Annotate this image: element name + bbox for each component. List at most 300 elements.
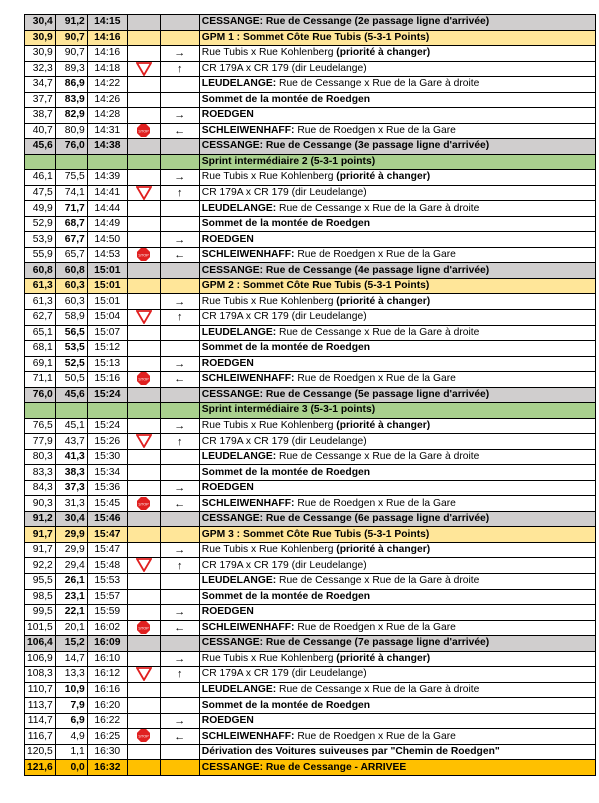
route-table	[24, 14, 596, 776]
location-cell	[199, 667, 595, 683]
remaining-km-cell: 15,2	[55, 636, 87, 652]
yield-sign-icon	[136, 558, 152, 572]
direction-arrow-cell	[160, 325, 199, 341]
location-text: Rue de Roedgen x Rue de la Gare	[294, 124, 456, 136]
km-cell: 61,3	[25, 278, 56, 294]
time-cell: 14:50	[87, 232, 127, 248]
direction-arrow-cell: →	[160, 46, 199, 62]
location-bold-text: LEUDELANGE:	[201, 202, 277, 214]
location-cell	[199, 496, 595, 512]
sign-cell	[127, 589, 160, 605]
direction-arrow-cell: ↑	[160, 434, 199, 450]
location-bold-text: Sprint intermédiaire 3 (5-3-1 points)	[201, 404, 376, 416]
time-cell: 16:22	[87, 713, 127, 729]
location-bold-text: LEUDELANGE:	[201, 684, 277, 696]
table-row	[25, 620, 596, 636]
time-cell: 15:07	[87, 325, 127, 341]
direction-arrow-cell: ←	[160, 372, 199, 388]
remaining-km-cell: 71,7	[55, 201, 87, 217]
time-cell: 16:10	[87, 651, 127, 667]
time-cell: 15:12	[87, 341, 127, 357]
table-row	[25, 201, 596, 217]
km-cell: 37,7	[25, 92, 56, 108]
time-cell: 15:53	[87, 574, 127, 590]
priority-note: (priorité à changer)	[336, 171, 431, 183]
time-cell: 16:16	[87, 682, 127, 698]
remaining-km-cell: 50,5	[55, 372, 87, 388]
table-row	[25, 713, 596, 729]
time-cell: 15:04	[87, 309, 127, 325]
remaining-km-cell: 29,9	[55, 542, 87, 558]
direction-arrow-cell: ←	[160, 729, 199, 745]
location-cell	[199, 372, 595, 388]
km-cell: 47,5	[25, 185, 56, 201]
location-bold-text: LEUDELANGE:	[201, 575, 277, 587]
location-bold-text: LEUDELANGE:	[201, 326, 277, 338]
direction-arrow-cell	[160, 278, 199, 294]
table-row	[25, 216, 596, 232]
remaining-km-cell: 90,7	[55, 30, 87, 46]
table-row	[25, 729, 596, 745]
yield-sign-icon	[136, 667, 152, 681]
sign-cell	[127, 108, 160, 124]
stop-sign-icon	[137, 621, 150, 634]
direction-arrow-cell: →	[160, 170, 199, 186]
remaining-km-cell: 10,9	[55, 682, 87, 698]
location-text: Rue de Cessange (6e passage ligne d'arrivée)	[263, 513, 490, 525]
time-cell: 15:24	[87, 387, 127, 403]
sign-cell	[127, 682, 160, 698]
time-cell: 15:26	[87, 434, 127, 450]
table-row	[25, 698, 596, 714]
sign-cell	[127, 30, 160, 46]
km-cell: 110,7	[25, 682, 56, 698]
location-cell	[199, 558, 595, 574]
remaining-km-cell: 75,5	[55, 170, 87, 186]
sign-cell	[127, 527, 160, 543]
priority-note: (priorité à changer)	[336, 47, 431, 59]
table-row	[25, 372, 596, 388]
sign-cell	[127, 434, 160, 450]
remaining-km-cell: 67,7	[55, 232, 87, 248]
remaining-km-cell: 65,7	[55, 247, 87, 263]
km-cell: 60,8	[25, 263, 56, 279]
time-cell: 16:09	[87, 636, 127, 652]
time-cell: 14:16	[87, 30, 127, 46]
remaining-km-cell: 31,3	[55, 496, 87, 512]
sign-cell	[127, 278, 160, 294]
sign-cell	[127, 139, 160, 155]
location-cell	[199, 356, 595, 372]
km-cell: 84,3	[25, 480, 56, 496]
direction-arrow-cell	[160, 15, 199, 31]
location-bold-text: Sommet de la montée de Roedgen	[201, 699, 370, 711]
location-cell	[199, 620, 595, 636]
location-cell	[199, 589, 595, 605]
location-bold-text: GPM 2 : Sommet Côte Rue Tubis (5-3-1 Points)	[201, 280, 430, 292]
remaining-km-cell: 86,9	[55, 77, 87, 93]
direction-arrow-cell: →	[160, 651, 199, 667]
location-bold-text: Dérivation des Voitures suiveuses par "Chemin de Roedgen"	[201, 746, 500, 758]
time-cell: 16:25	[87, 729, 127, 745]
sign-cell	[127, 511, 160, 527]
location-cell	[199, 760, 595, 776]
table-row	[25, 108, 596, 124]
table-row	[25, 480, 596, 496]
sign-cell	[127, 46, 160, 62]
location-text: Rue de Roedgen x Rue de la Gare	[294, 730, 456, 742]
direction-arrow-cell	[160, 698, 199, 714]
remaining-km-cell: 13,3	[55, 667, 87, 683]
direction-arrow-cell: →	[160, 713, 199, 729]
time-cell: 15:48	[87, 558, 127, 574]
remaining-km-cell: 37,3	[55, 480, 87, 496]
location-bold-text: SCHLEIWENHAFF:	[201, 497, 295, 509]
location-bold-text: SCHLEIWENHAFF:	[201, 373, 295, 385]
sign-cell	[127, 729, 160, 745]
time-cell: 15:01	[87, 278, 127, 294]
location-cell	[199, 278, 595, 294]
table-row	[25, 309, 596, 325]
stop-sign-icon	[137, 124, 150, 137]
location-bold-text: LEUDELANGE:	[201, 78, 277, 90]
sign-cell	[127, 620, 160, 636]
sign-cell	[127, 356, 160, 372]
table-row	[25, 574, 596, 590]
remaining-km-cell: 29,9	[55, 527, 87, 543]
svg-text:STOP: STOP	[138, 500, 149, 506]
sign-cell	[127, 294, 160, 310]
km-cell: 80,3	[25, 449, 56, 465]
location-cell	[199, 325, 595, 341]
location-bold-text: SCHLEIWENHAFF:	[201, 730, 295, 742]
table-row	[25, 139, 596, 155]
table-row	[25, 15, 596, 31]
location-text: Rue Tubis x Rue Kohlenberg	[201, 419, 337, 431]
km-cell: 76,5	[25, 418, 56, 434]
remaining-km-cell: 60,3	[55, 294, 87, 310]
table-row	[25, 341, 596, 357]
svg-text:STOP: STOP	[138, 376, 149, 382]
remaining-km-cell: 1,1	[55, 744, 87, 760]
direction-arrow-cell	[160, 30, 199, 46]
table-row	[25, 744, 596, 760]
km-cell: 106,4	[25, 636, 56, 652]
location-bold-text: CESSANGE:	[201, 388, 263, 400]
time-cell: 15:45	[87, 496, 127, 512]
km-cell: 99,5	[25, 605, 56, 621]
table-row	[25, 418, 596, 434]
direction-arrow-cell	[160, 341, 199, 357]
location-cell	[199, 15, 595, 31]
table-row	[25, 247, 596, 263]
location-cell	[199, 542, 595, 558]
location-text: CR 179A x CR 179 (dir Leudelange)	[201, 62, 367, 74]
direction-arrow-cell	[160, 403, 199, 419]
sign-cell	[127, 744, 160, 760]
sign-cell	[127, 372, 160, 388]
time-cell: 14:53	[87, 247, 127, 263]
svg-text:STOP: STOP	[138, 733, 149, 739]
time-cell: 15:34	[87, 465, 127, 481]
yield-sign-icon	[136, 62, 152, 76]
location-text: Rue Tubis x Rue Kohlenberg	[201, 652, 337, 664]
location-cell	[199, 309, 595, 325]
direction-arrow-cell	[160, 682, 199, 698]
location-bold-text: Sommet de la montée de Roedgen	[201, 218, 370, 230]
location-cell	[199, 387, 595, 403]
location-text: Rue de Roedgen x Rue de la Gare	[294, 373, 456, 385]
location-cell	[199, 511, 595, 527]
remaining-km-cell: 52,5	[55, 356, 87, 372]
direction-arrow-cell	[160, 760, 199, 776]
remaining-km-cell: 0,0	[55, 760, 87, 776]
direction-arrow-cell: ←	[160, 123, 199, 139]
table-row	[25, 542, 596, 558]
location-cell	[199, 651, 595, 667]
sign-cell	[127, 61, 160, 77]
location-cell	[199, 92, 595, 108]
location-text: Rue de Cessange x Rue de la Gare à droite	[276, 326, 480, 338]
km-cell: 114,7	[25, 713, 56, 729]
location-cell	[199, 418, 595, 434]
sign-cell	[127, 558, 160, 574]
location-bold-text: CESSANGE:	[201, 637, 263, 649]
location-cell	[199, 682, 595, 698]
location-bold-text: GPM 1 : Sommet Côte Rue Tubis (5-3-1 Points)	[201, 31, 430, 43]
sign-cell	[127, 15, 160, 31]
location-cell	[199, 201, 595, 217]
time-cell: 14:18	[87, 61, 127, 77]
km-cell: 30,9	[25, 46, 56, 62]
km-cell	[25, 403, 56, 419]
sign-cell	[127, 247, 160, 263]
table-row	[25, 387, 596, 403]
time-cell: 14:44	[87, 201, 127, 217]
table-row	[25, 605, 596, 621]
remaining-km-cell: 82,9	[55, 108, 87, 124]
location-cell	[199, 574, 595, 590]
sign-cell	[127, 170, 160, 186]
direction-arrow-cell: ↑	[160, 558, 199, 574]
sign-cell	[127, 667, 160, 683]
location-text: Rue de Cessange - ARRIVEE	[263, 761, 407, 773]
sign-cell	[127, 574, 160, 590]
location-bold-text: CESSANGE:	[201, 761, 263, 773]
location-bold-text: ROEDGEN	[201, 715, 254, 727]
sign-cell	[127, 418, 160, 434]
location-text: CR 179A x CR 179 (dir Leudelange)	[201, 187, 367, 199]
remaining-km-cell: 45,1	[55, 418, 87, 434]
direction-arrow-cell	[160, 511, 199, 527]
time-cell: 14:16	[87, 46, 127, 62]
time-cell: 14:26	[87, 92, 127, 108]
table-row	[25, 434, 596, 450]
time-cell: 15:30	[87, 449, 127, 465]
location-cell	[199, 465, 595, 481]
table-row	[25, 278, 596, 294]
direction-arrow-cell	[160, 154, 199, 170]
location-text: Rue Tubis x Rue Kohlenberg	[201, 171, 337, 183]
sign-cell	[127, 123, 160, 139]
table-row	[25, 46, 596, 62]
stop-sign-icon	[137, 372, 150, 385]
km-cell: 69,1	[25, 356, 56, 372]
location-cell	[199, 61, 595, 77]
location-bold-text: ROEDGEN	[201, 357, 254, 369]
remaining-km-cell: 60,3	[55, 278, 87, 294]
sign-cell	[127, 325, 160, 341]
km-cell: 91,7	[25, 527, 56, 543]
direction-arrow-cell: →	[160, 542, 199, 558]
remaining-km-cell	[55, 403, 87, 419]
direction-arrow-cell	[160, 527, 199, 543]
sign-cell	[127, 309, 160, 325]
remaining-km-cell: 41,3	[55, 449, 87, 465]
location-bold-text: ROEDGEN	[201, 109, 254, 121]
km-cell: 106,9	[25, 651, 56, 667]
table-row	[25, 232, 596, 248]
time-cell: 15:46	[87, 511, 127, 527]
time-cell: 15:47	[87, 542, 127, 558]
yield-sign-icon	[136, 434, 152, 448]
location-cell	[199, 636, 595, 652]
table-row	[25, 77, 596, 93]
location-cell	[199, 263, 595, 279]
time-cell: 15:13	[87, 356, 127, 372]
time-cell: 15:01	[87, 263, 127, 279]
time-cell: 14:38	[87, 139, 127, 155]
km-cell: 76,0	[25, 387, 56, 403]
location-cell	[199, 449, 595, 465]
sign-cell	[127, 403, 160, 419]
table-row	[25, 123, 596, 139]
km-cell: 45,6	[25, 139, 56, 155]
km-cell: 91,7	[25, 542, 56, 558]
remaining-km-cell: 38,3	[55, 465, 87, 481]
table-row	[25, 511, 596, 527]
table-row	[25, 154, 596, 170]
location-text: Rue Tubis x Rue Kohlenberg	[201, 544, 337, 556]
location-bold-text: CESSANGE:	[201, 16, 263, 28]
remaining-km-cell: 7,9	[55, 698, 87, 714]
km-cell: 55,9	[25, 247, 56, 263]
direction-arrow-cell: →	[160, 108, 199, 124]
time-cell: 15:01	[87, 294, 127, 310]
km-cell: 30,4	[25, 15, 56, 31]
location-text: CR 179A x CR 179 (dir Leudelange)	[201, 311, 367, 323]
remaining-km-cell: 56,5	[55, 325, 87, 341]
km-cell: 92,2	[25, 558, 56, 574]
table-row	[25, 30, 596, 46]
priority-note: (priorité à changer)	[336, 295, 431, 307]
km-cell: 121,6	[25, 760, 56, 776]
location-cell	[199, 108, 595, 124]
time-cell: 15:36	[87, 480, 127, 496]
time-cell: 14:41	[87, 185, 127, 201]
location-cell	[199, 232, 595, 248]
remaining-km-cell: 58,9	[55, 309, 87, 325]
remaining-km-cell: 26,1	[55, 574, 87, 590]
location-cell	[199, 216, 595, 232]
location-cell	[199, 729, 595, 745]
table-row	[25, 263, 596, 279]
time-cell: 16:30	[87, 744, 127, 760]
direction-arrow-cell: ↑	[160, 61, 199, 77]
table-row	[25, 496, 596, 512]
table-row	[25, 651, 596, 667]
route-table-body	[25, 15, 596, 776]
km-cell: 30,9	[25, 30, 56, 46]
remaining-km-cell: 29,4	[55, 558, 87, 574]
svg-text:STOP: STOP	[138, 128, 149, 134]
location-text: Rue de Cessange x Rue de la Gare à droite	[276, 575, 480, 587]
km-cell: 40,7	[25, 123, 56, 139]
sign-cell	[127, 760, 160, 776]
km-cell: 77,9	[25, 434, 56, 450]
km-cell: 34,7	[25, 77, 56, 93]
location-cell	[199, 480, 595, 496]
remaining-km-cell: 74,1	[55, 185, 87, 201]
direction-arrow-cell	[160, 744, 199, 760]
time-cell: 15:24	[87, 418, 127, 434]
remaining-km-cell: 20,1	[55, 620, 87, 636]
location-cell	[199, 247, 595, 263]
table-row	[25, 170, 596, 186]
direction-arrow-cell	[160, 589, 199, 605]
location-text: Rue Tubis x Rue Kohlenberg	[201, 295, 337, 307]
km-cell: 32,3	[25, 61, 56, 77]
location-text: Rue de Roedgen x Rue de la Gare	[294, 497, 456, 509]
direction-arrow-cell	[160, 216, 199, 232]
table-row	[25, 465, 596, 481]
location-bold-text: Sommet de la montée de Roedgen	[201, 466, 370, 478]
time-cell: 15:16	[87, 372, 127, 388]
direction-arrow-cell: ←	[160, 620, 199, 636]
remaining-km-cell: 45,6	[55, 387, 87, 403]
time-cell	[87, 154, 127, 170]
location-cell	[199, 46, 595, 62]
direction-arrow-cell	[160, 139, 199, 155]
table-row	[25, 760, 596, 776]
svg-text:STOP: STOP	[138, 252, 149, 258]
remaining-km-cell: 91,2	[55, 15, 87, 31]
time-cell: 15:47	[87, 527, 127, 543]
location-text: Rue de Roedgen x Rue de la Gare	[294, 621, 456, 633]
location-cell	[199, 185, 595, 201]
remaining-km-cell: 53,5	[55, 341, 87, 357]
time-cell: 15:59	[87, 605, 127, 621]
location-text: Rue de Cessange x Rue de la Gare à droite	[276, 451, 480, 463]
km-cell: 98,5	[25, 589, 56, 605]
sign-cell	[127, 465, 160, 481]
priority-note: (priorité à changer)	[336, 544, 431, 556]
sign-cell	[127, 651, 160, 667]
location-text: Rue de Cessange x Rue de la Gare à droite	[276, 202, 480, 214]
location-cell	[199, 139, 595, 155]
table-row	[25, 356, 596, 372]
table-row	[25, 667, 596, 683]
location-bold-text: Sommet de la montée de Roedgen	[201, 342, 370, 354]
sign-cell	[127, 449, 160, 465]
km-cell: 38,7	[25, 108, 56, 124]
location-bold-text: ROEDGEN	[201, 482, 254, 494]
location-bold-text: CESSANGE:	[201, 140, 263, 152]
table-row	[25, 92, 596, 108]
km-cell: 120,5	[25, 744, 56, 760]
table-row	[25, 294, 596, 310]
sign-cell	[127, 154, 160, 170]
